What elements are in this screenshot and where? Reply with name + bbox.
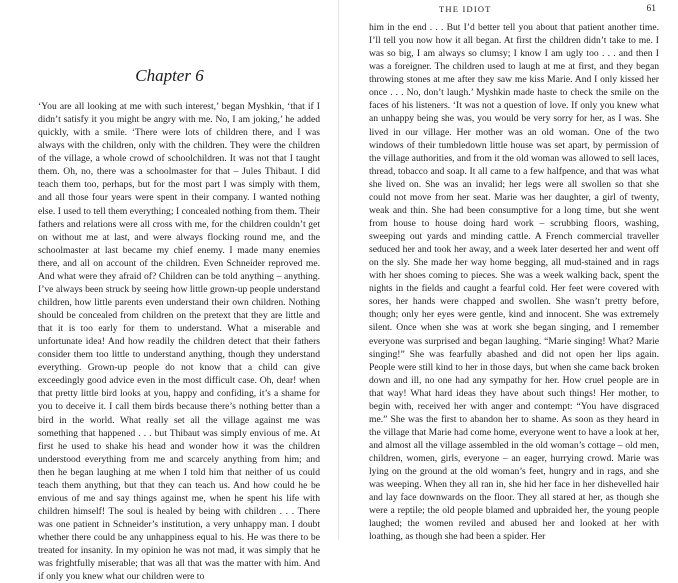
running-head-title: THE IDIOT [439, 4, 492, 14]
chapter-heading: Chapter 6 [135, 66, 204, 85]
body-paragraph: him in the end . . . But I’d better tell you about that patient another time. I’ll tell you now how it all began. At first the children didn’t take to me. I was so big, I am always so clumsy; I know I am ugly too . . . and then I was a foreigner. The children used to laugh at me at first, and they began throwing stones at me after they saw me kiss Marie. And I only kissed her once . . . No, don’t laugh.’ Myshkin made haste to check the smile on the faces of his listeners. ‘It was not a question of love. If only you knew what an unhappy being she was, you would be very sorry for her, as I was. She lived in our village. Her mother was an old woman. One of the two windows of their tumbledown little house was set apart, by permission of the village authorities, and from it the old woman was allowed to sell laces, thread, tobacco and soap. It all came to a few halfpence, and that was what she lived on. She was an invalid; her legs were all swollen so that she could not move from her seat. Marie was her daughter, a girl of twenty, weak and thin. She had been consumptive for a long time, but she went from house to house doing hard work – scrubbing floors, washing, sweeping out yards and minding cattle. A French commercial traveller seduced her and took her away, and a week later deserted her and went off on the sly. She made her way home begging, all mud-stained and in rags with her shoes coming to pieces. She was a week walking back, spent the nights in the fields and caught a fearful cold. Her feet were covered with sores, her hands were chapped and swollen. She wasn’t pretty before, though; only her eyes were gentle, kind and innocent. She was extremely silent. Once when she was at work she began singing, and I remember everyone was surprised and began laughing. “Marie singing! What? Marie singing!” She was fearfully abashed and did not open her lips again. People were still kind to her in those days, but when she came back broken down and ill, no one had any sympathy for her. How cruel people are in that way! What hard ideas they have about such things! Her mother, to begin with, received her with anger and contempt: “You have disgraced me.” She was the first to abandon her to shame. As soon as they heard in the village that Marie had come home, everyone went to have a look at her, and almost all the village assembled in the old woman’s cottage – old men, children, women, girls, everyone – an eager, hurrying crowd. Marie was lying on the ground at the old woman’s feet, hungry and in rags, and she was weeping. When they all ran in, she hid her face in her dishevelled hair and lay face downwards on the floor. They all stared at her, as though she were a reptile; the old people blamed and upbraided her, the young people laughed; the women reviled and abused her and looked at her with loathing, as though she had been a spider. Her [369, 22, 659, 543]
right-page-body [369, 21, 659, 543]
left-page-body [38, 100, 320, 583]
page-number: 61 [646, 4, 656, 14]
right-page [339, 0, 678, 543]
body-paragraph: ‘You are all looking at me with such interest,’ began Myshkin, ‘that if I didn’t satisfy it you might be angry with me. No, I am joking,’ he added quickly, with a smile. ‘There were lots of children there, and I was always with the children, only with the children. They were the children of the village, a whole crowd of schoolchildren. It was not that I taught them. Oh, no, there was a schoolmaster for that – Jules Thibaut. I did teach them too, perhaps, but for the most part I was simply with them, and all those four years were spent in their company. I wanted nothing else. I used to tell them everything; I concealed nothing from them. Their fathers and relations were all cross with me, for the children couldn’t get on without me at last, and were always flocking round me, and the schoolmaster at last became my chief enemy. I made many enemies there, and all on account of the children. Even Schneider reproved me. And what were they afraid of? Children can be told anything – anything. I’ve always been struck by seeing how little grown-up people understand children, how little parents even understand their own children. Nothing should be concealed from children on the pretext that they are little and that it is too early for them to understand. What a miserable and unfortunate idea! And how readily the children detect that their fathers consider them too little to understand anything, though they understand everything. Grown-up people do not know that a child can give exceedingly good advice even in the most difficult case. Oh, dear! when that pretty little bird looks at you, happy and confiding, it’s a shame for you to deceive it. I call them birds because there’s nothing better than a bird in the world. What really set all the village against me was something that happened . . . but Thibaut was simply envious of me. At first he used to shake his head and wonder how it was the children understood everything from me and scarcely anything from him; and then he began laughing at me when I told him that neither of us could teach them anything, but that they can teach us. And how could he be envious of me and say things against me, when he spent his life with children himself! The soul is healed by being with children . . . There was one patient in Schneider’s institution, a very unhappy man. I doubt whether there could be any unhappiness equal to his. He was there to be treated for insanity. In my opinion he was not mad, it was simply that he was frightfully miserable; that was all that was the matter with him. And if only you knew what our children were to [38, 101, 320, 583]
